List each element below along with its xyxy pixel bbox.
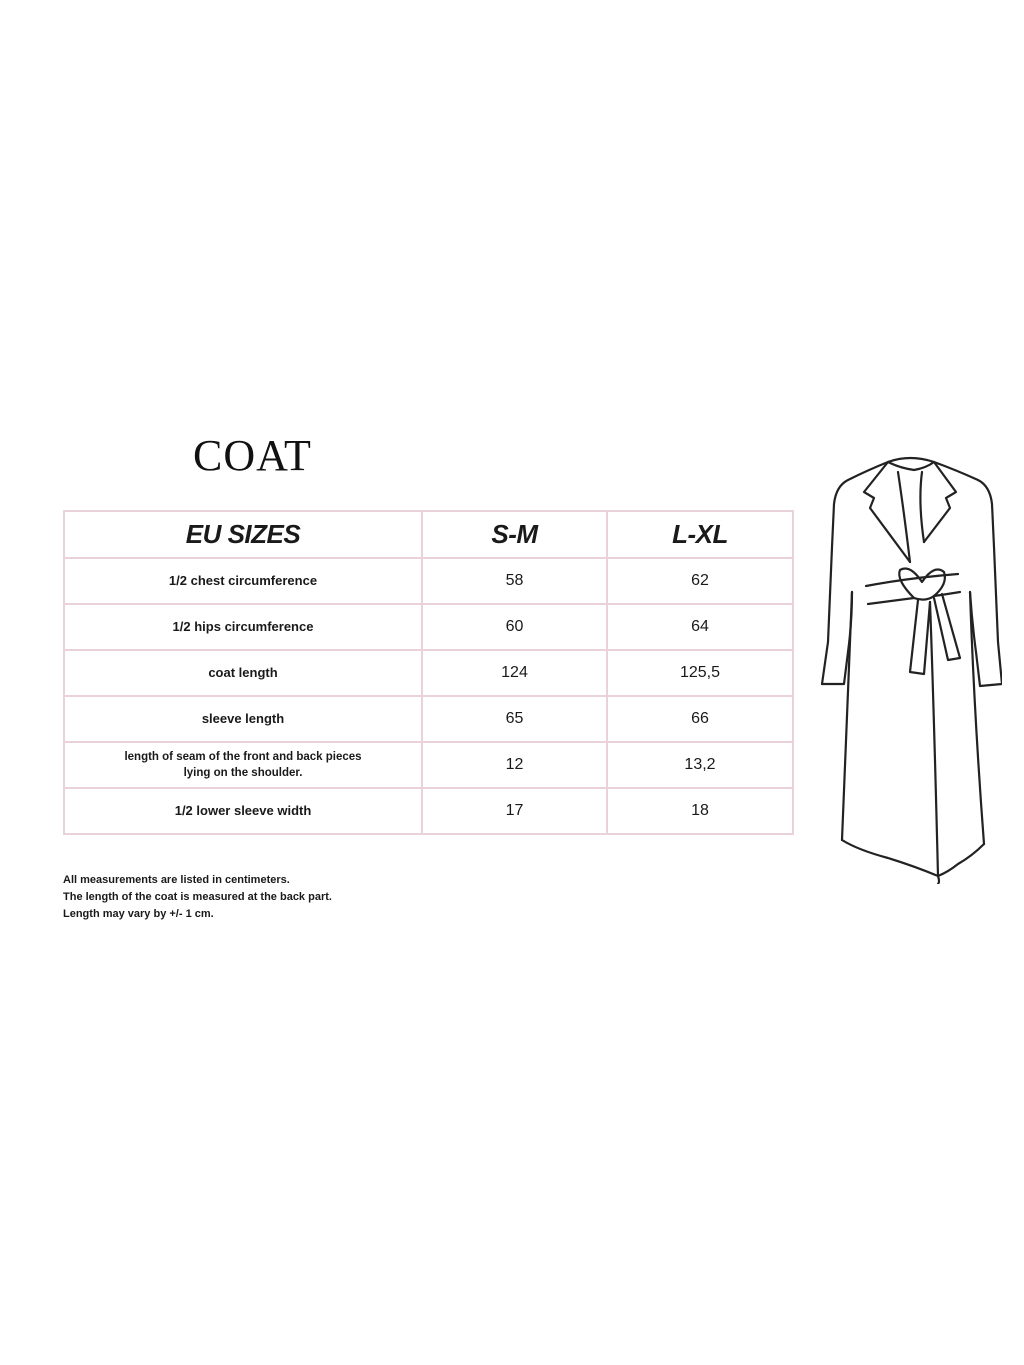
table-header-row [64, 511, 793, 558]
value-s-m: 60 [422, 604, 607, 650]
value-l-xl: 13,2 [607, 742, 793, 788]
header-s-m: S-M [422, 511, 607, 558]
row-label: 1/2 hips circumference [64, 604, 422, 650]
size-chart-table [63, 510, 794, 835]
value-l-xl: 64 [607, 604, 793, 650]
note-line: All measurements are listed in centimeters. [63, 874, 290, 886]
value-s-m: 17 [422, 788, 607, 834]
row-label: 1/2 chest circumference [64, 558, 422, 604]
note-line: Length may vary by +/- 1 cm. [63, 908, 214, 920]
measurement-notes [63, 872, 332, 923]
value-s-m: 58 [422, 558, 607, 604]
row-label-line: lying on the shoulder. [183, 767, 303, 779]
table-row [64, 742, 793, 788]
row-label-line: length of seam of the front and back pieces [124, 751, 362, 763]
table-row [64, 788, 793, 834]
value-s-m: 124 [422, 650, 607, 696]
row-label: sleeve length [64, 696, 422, 742]
value-l-xl: 18 [607, 788, 793, 834]
value-s-m: 65 [422, 696, 607, 742]
value-l-xl: 125,5 [607, 650, 793, 696]
value-l-xl: 62 [607, 558, 793, 604]
header-l-xl: L-XL [607, 511, 793, 558]
table-row [64, 558, 793, 604]
value-l-xl: 66 [607, 696, 793, 742]
row-label: coat length [64, 650, 422, 696]
value-s-m: 12 [422, 742, 607, 788]
row-label [64, 742, 422, 788]
coat-illustration-icon [818, 452, 1002, 884]
page-title: COAT [193, 431, 312, 480]
table-row [64, 604, 793, 650]
row-label: 1/2 lower sleeve width [64, 788, 422, 834]
table-row [64, 696, 793, 742]
note-line: The length of the coat is measured at the back part. [63, 891, 332, 903]
table-row [64, 650, 793, 696]
header-eu-sizes: EU SIZES [64, 511, 422, 558]
